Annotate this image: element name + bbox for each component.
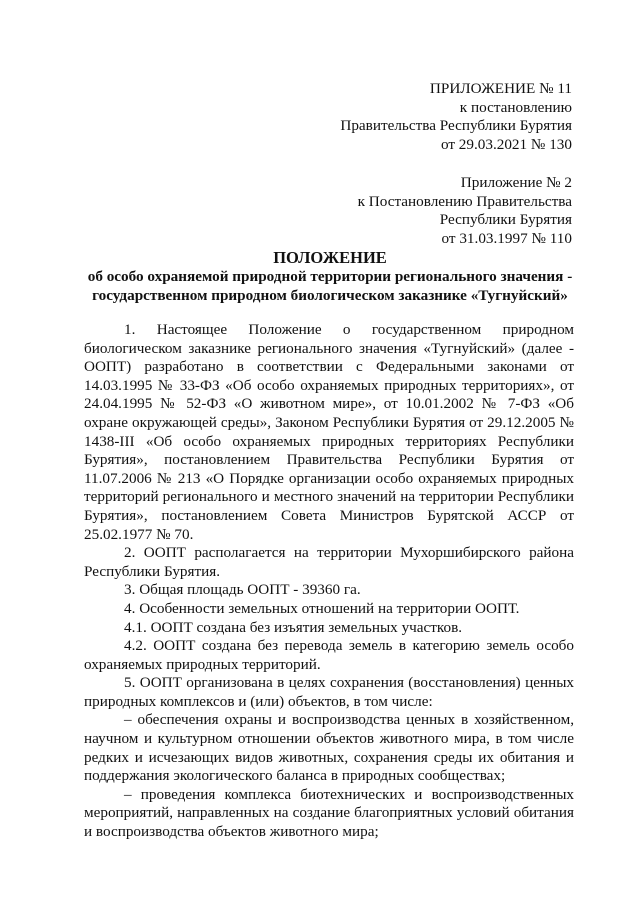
original-appendix-number: Приложение № 2 [460, 174, 572, 191]
title-heading: ПОЛОЖЕНИЕ [273, 248, 387, 267]
original-appendix-issuer: Республики Бурятия [439, 211, 572, 228]
list-item-protection: – обеспечения охраны и воспроизводства ценных в хозяйственном, научном и культурном отношении объектов животного мира, в том числе редких и исчезающих видов животных, сохранения среды их обитания и поддержания экологического баланса в природных сообществах; [84, 711, 574, 785]
paragraph-4-2: 4.2. ООПТ создана без перевода земель в категорию земель особо охраняемых природных территорий. [84, 637, 574, 673]
original-appendix-ref: к Постановлению Правительства [357, 192, 572, 210]
document-title [80, 248, 580, 305]
paragraph-2: 2. ООПТ располагается на территории Мухоршибирского района Республики Бурятия. [84, 544, 574, 580]
paragraph-5: 5. ООПТ организована в целях сохранения (восстановления) ценных природных комплексов и (или) объектов, в том числе: [84, 674, 574, 710]
appendix-date: от 29.03.2021 № 130 [440, 135, 572, 153]
appendix-ref: к постановлению [459, 98, 572, 116]
title-subtitle-line1: об особо охраняемой природной территории регионального значения - [87, 268, 573, 285]
title-subtitle-line2: государственном природном биологическом заказнике «Тугнуйский» [92, 287, 568, 304]
paragraph-4: 4. Особенности земельных отношений на территории ООПТ. [124, 599, 520, 617]
paragraph-4-1: 4.1. ООПТ создана без изъятия земельных участков. [124, 618, 463, 636]
appendix-issuer: Правительства Республики Бурятия [340, 117, 572, 134]
appendix-number: ПРИЛОЖЕНИЕ № 11 [429, 80, 572, 97]
appendix-header-current [340, 80, 572, 154]
paragraph-1: 1. Настоящее Положение о государственном природном биологическом заказнике регионального значения «Тугнуйский» (далее - ООПТ) разработано в соответствии с Федеральными законами от 14.03.1995 № 33-ФЗ «Об особо охраняемых природных территориях», от 24.04.1995 № 52-ФЗ «О животном мире», от 10.01.2002 № 7-ФЗ «Об охране окружающей среды», Законом Республики Бурятия от 29.12.2005 № 1438-III «Об особо охраняемых природных территориях Республики Бурятия», постановлением Правительства Республики Бурятия от 11.07.2006 № 213 «О Порядке организации особо охраняемых природных территорий регионального и местного значений на территории Республики Бурятия», постановлением Совета Министров Бурятской АССР от 25.02.1977 № 70. [84, 321, 574, 543]
list-item-biotech: – проведения комплекса биотехнических и воспроизводственных мероприятий, направленных на создание благоприятных условий обитания и воспроизводства объектов животного мира; [84, 785, 574, 841]
appendix-header-original [358, 174, 572, 248]
document-body [84, 321, 574, 842]
paragraph-3: 3. Общая площадь ООПТ - 39360 га. [124, 581, 361, 599]
original-appendix-date: от 31.03.1997 № 110 [441, 229, 572, 247]
